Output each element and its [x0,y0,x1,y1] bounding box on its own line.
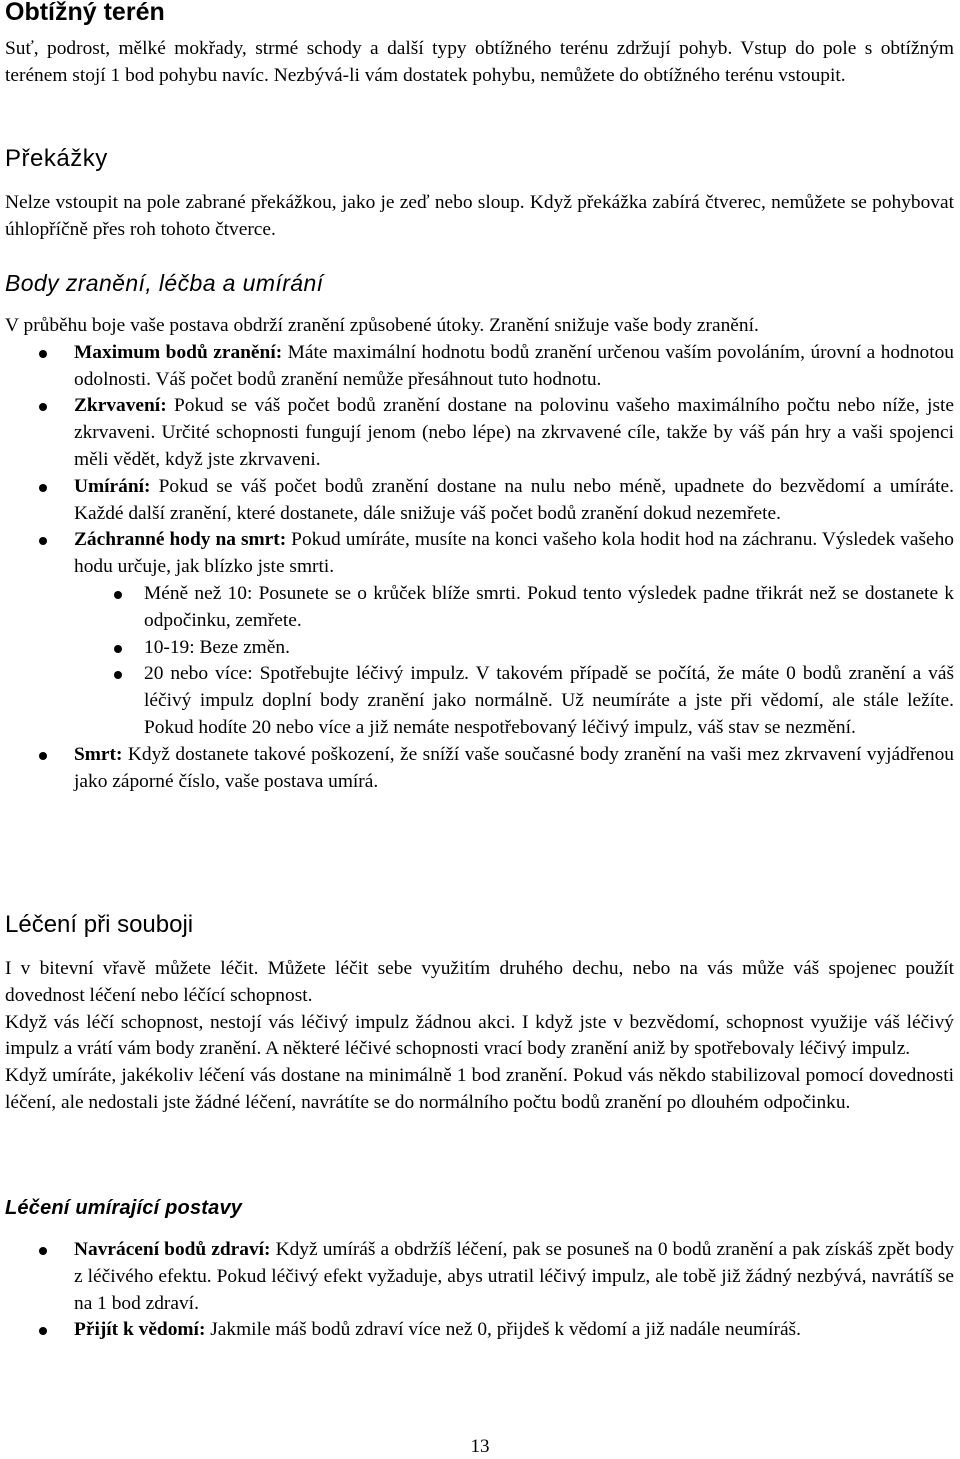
paragraph-hp-intro: V průběhu boje vaše postava obdrží zranění způsobené útoky. Zranění snižuje vaše body zranění. [5,315,759,336]
paragraph-healing-1: I v bitevní vřavě můžete léčit. Můžete léčit sebe využitím druhého dechu, nebo na vás může váš spojenec použít dovednost léčení nebo léčící schopnost. [5,958,954,1006]
paragraph-healing-3: Když umíráte, jakékoliv léčení vás dostane na minimálně 1 bod zranění. Pokud vás někdo stabilizoval pomocí dovednosti léčení, ale nedostali jste žádné léčení, navrátíte se do normálního počtu bodů zranění po dlouhém odpočinku. [5,1065,954,1113]
paragraph-healing-2: Když vás léčí schopnost, nestojí vás léčivý impulz žádnou akci. I když jste v bezvědomí, schopnost využije váš léčivý impulz a vrátí vám body zranění. A některé léčivé schopnosti vrací body zranění aniž by spotřebovaly léčivý impulz. [5,1011,954,1060]
heading-healing-dying: Léčení umírající postavy [5,1197,243,1219]
section-dying-body [5,1237,954,1344]
text-dying: Pokud se váš počet bodů zranění dostane na nulu nebo méně, upadnete do bezvědomí a umíráte. Každé další zranění, které dostanete, dále snižuje váš počet bodů zranění dokud nezemřete. [74,475,954,524]
term-death-saves: Záchranné hody na smrt: [74,529,287,551]
term-bloodied: Zkrvavení: [74,395,167,417]
term-regain-consciousness: Přijít k vědomí: [74,1319,206,1341]
list-item-restore-hp [5,1237,954,1317]
heading-hit-points: Body zranění, léčba a umírání [5,270,324,296]
heading-obstacles: Překážky [5,145,108,172]
page-number: 13 [470,1436,490,1457]
heading-difficult-terrain: Obtížný terén [5,0,165,26]
sub-item-10-19: 10-19: Beze změn. [5,635,954,662]
text-restore-hp: Když umíráš a obdržíš léčení, pak se posuneš na 0 bodů zranění a pak získáš zpět body z léčivého efektu. Pokud léčivý efekt vyžaduje, abys utratil léčivý impulz, ale tobě již žádný nezbývá, navrátíš se na 1 bod zdraví. [74,1239,955,1314]
heading-combat-healing: Léčení při souboji [5,911,194,938]
list-item-max-hp [5,340,954,394]
text-bloodied: Pokud se váš počet bodů zranění dostane na polovinu vašeho maximálního počtu nebo níže, jste zkrvaveni. Určité schopnosti fungují jenom (nebo lépe) na zkrvavené cíle, takže by váš pán hry a vaši spojenci měli vědět, když jste zkrvaveni. [74,395,954,470]
sub-item-20-plus: 20 nebo více: Spotřebujte léčivý impulz. V takovém případě se počítá, že máte 0 bodů zranění a váš léčivý impulz doplní body zranění jako normálně. Už neumíráte a jste při vědomí, ale stále ležíte. Pokud hodíte 20 nebo více a již nemáte nespotřebovaný léčivý impulz, váš stav se nezmění. [5,661,954,741]
term-max-hp: Maximum bodů zranění: [74,341,283,363]
section-healing-body [5,956,954,1117]
text-max-hp: Máte maximální hodnotu bodů zranění určenou vaším povoláním, úrovní a hodnotou odolnosti. Váš počet bodů zranění nemůže přesáhnout tuto hodnotu. [74,341,954,390]
list-item-bloodied [5,393,954,473]
section-obstacles-body [5,190,954,244]
section-terrain-body [5,36,954,90]
list-item-regain-consciousness [5,1317,954,1344]
term-restore-hp: Navrácení bodů zdraví: [74,1239,271,1260]
list-item-dying [5,474,954,528]
paragraph-obstacles: Nelze vstoupit na pole zabrané překážkou, jako je zeď nebo sloup. Když překážka zabírá čtverec, nemůžete se pohybovat úhlopříčně přes roh tohoto čtverce. [5,192,954,240]
text-death-saves: Pokud umíráte, musíte na konci vašeho kola hodit hod na záchranu. Výsledek vašeho hodu určuje, jak blízko jste smrti. [74,529,954,578]
sub-item-under-10: Méně než 10: Posunete se o krůček blíže smrti. Pokud tento výsledek padne třikrát než se dostanete k odpočinku, zemřete. [5,581,954,635]
text-death: Když dostanete takové poškození, že sníží vaše současné body zranění na vaši mez zkrvavení vyjádřenou jako záporné číslo, vaše postava umírá. [74,743,954,792]
term-dying: Umírání: [74,475,151,497]
text-regain-consciousness: Jakmile máš bodů zdraví více než 0, přijdeš k vědomí a již nadále neumíráš. [205,1319,801,1341]
section-hit-points-body [5,313,954,795]
term-death: Smrt: [74,743,123,765]
list-item-death-saves [5,527,954,581]
paragraph-terrain: Suť, podrost, mělké mokřady, strmé schody a další typy obtížného terénu zdržují pohyb. Vstup do pole s obtížným terénem stojí 1 bod pohybu navíc. Nezbývá-li vám dostatek pohybu, nemůžete do obtížného terénu vstoupit. [5,38,954,86]
list-item-death [5,742,954,796]
